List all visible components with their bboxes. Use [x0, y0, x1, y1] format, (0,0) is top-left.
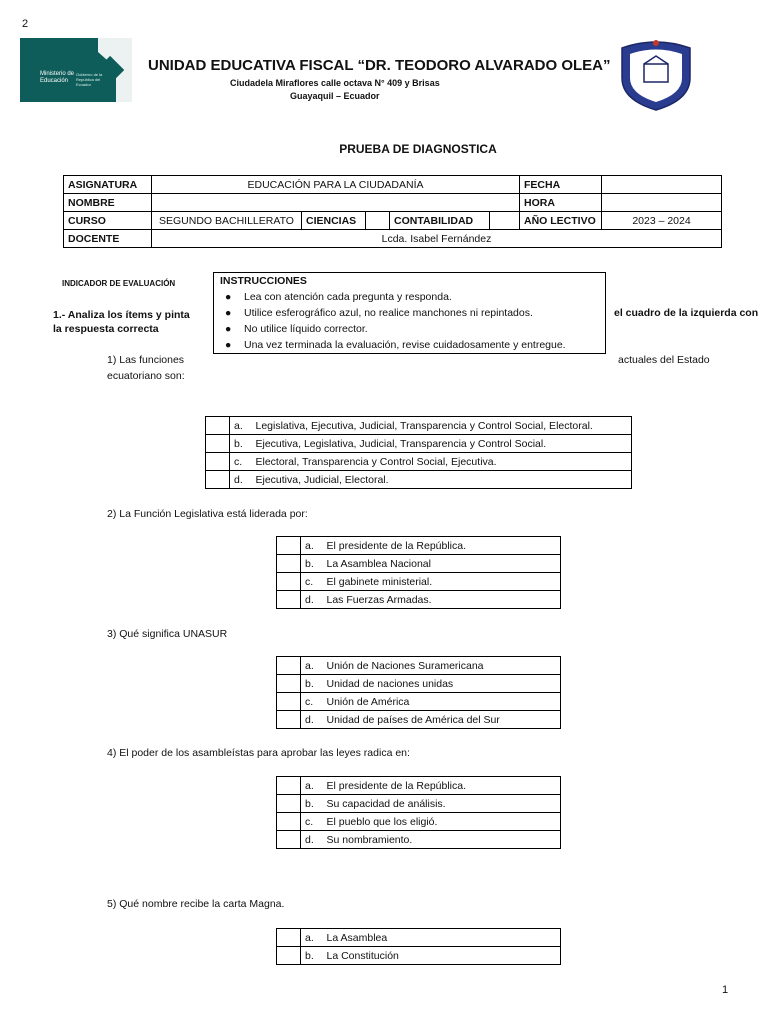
question-3-options — [276, 656, 561, 729]
contabilidad-label: CONTABILIDAD — [390, 212, 490, 230]
ministry-logo-subtext: Gobierno de la República del Ecuador — [76, 72, 103, 87]
option-row — [277, 537, 561, 555]
instruction-item — [220, 337, 599, 353]
hora-label: HORA — [520, 194, 602, 212]
answer-box[interactable] — [277, 693, 301, 711]
option-row — [277, 947, 561, 965]
option-letter: d. — [301, 591, 323, 609]
option-letter: a. — [301, 657, 323, 675]
answer-box[interactable] — [277, 831, 301, 849]
option-row — [206, 453, 632, 471]
option-text: Su nombramiento. — [323, 831, 561, 849]
ministry-logo — [20, 38, 132, 102]
nombre-field[interactable] — [152, 194, 520, 212]
option-row — [277, 555, 561, 573]
question-5-options — [276, 928, 561, 965]
task-instruction-left-line2: la respuesta correcta — [53, 323, 159, 335]
asignatura-value: EDUCACIÓN PARA LA CIUDADANÍA — [152, 176, 520, 194]
option-text: Unidad de países de América del Sur — [323, 711, 561, 729]
answer-box[interactable] — [277, 947, 301, 965]
option-row — [277, 591, 561, 609]
hora-field[interactable] — [602, 194, 722, 212]
answer-box[interactable] — [206, 435, 230, 453]
question-1-text-line2: ecuatoriano son: — [107, 370, 185, 382]
option-letter: c. — [301, 573, 323, 591]
option-row — [277, 831, 561, 849]
school-address: Ciudadela Miraflores calle octava N° 409 y Brisas — [230, 78, 440, 88]
ciencias-checkbox[interactable] — [366, 212, 390, 230]
asignatura-label: ASIGNATURA — [64, 176, 152, 194]
question-2-options — [276, 536, 561, 609]
question-3-text: 3) Qué significa UNASUR — [107, 628, 228, 640]
info-row-docente — [64, 230, 722, 248]
option-letter: c. — [301, 813, 323, 831]
option-letter: b. — [301, 795, 323, 813]
option-row — [277, 795, 561, 813]
option-row — [277, 929, 561, 947]
option-text: Electoral, Transparencia y Control Social, Ejecutiva. — [252, 453, 632, 471]
instructions-box — [213, 272, 606, 354]
option-letter: b. — [301, 947, 323, 965]
option-letter: a. — [301, 929, 323, 947]
option-letter: b. — [301, 555, 323, 573]
instructions-title: INSTRUCCIONES — [220, 275, 307, 287]
option-row — [277, 657, 561, 675]
option-letter: c. — [301, 693, 323, 711]
top-page-number: 2 — [22, 18, 29, 30]
instruction-item — [220, 289, 599, 305]
school-seal — [614, 38, 698, 112]
answer-box[interactable] — [277, 537, 301, 555]
answer-box[interactable] — [277, 555, 301, 573]
option-letter: b. — [301, 675, 323, 693]
task-instruction-right: el cuadro de la izquierda con — [614, 307, 759, 319]
nombre-label: NOMBRE — [64, 194, 152, 212]
answer-box[interactable] — [206, 471, 230, 489]
ciencias-label: CIENCIAS — [302, 212, 366, 230]
option-row — [277, 693, 561, 711]
option-text: El gabinete ministerial. — [323, 573, 561, 591]
ministry-logo-graphic — [20, 38, 132, 102]
school-title: UNIDAD EDUCATIVA FISCAL “DR. TEODORO ALVARADO OLEA” — [148, 57, 611, 74]
bullet-icon: ● — [225, 323, 232, 335]
info-table — [63, 175, 722, 248]
option-row — [277, 711, 561, 729]
info-row-asignatura — [64, 176, 722, 194]
option-text: Ejecutiva, Legislativa, Judicial, Transparencia y Control Social. — [252, 435, 632, 453]
option-letter: a. — [301, 777, 323, 795]
curso-value: SEGUNDO BACHILLERATO — [152, 212, 302, 230]
info-row-nombre — [64, 194, 722, 212]
docente-label: DOCENTE — [64, 230, 152, 248]
option-row — [277, 675, 561, 693]
question-1-text-right: actuales del Estado — [618, 354, 710, 366]
answer-box[interactable] — [277, 591, 301, 609]
option-text: Unión de América — [323, 693, 561, 711]
answer-box[interactable] — [277, 657, 301, 675]
answer-box[interactable] — [277, 813, 301, 831]
option-row — [277, 813, 561, 831]
option-text: El pueblo que los eligió. — [323, 813, 561, 831]
indicator-label: INDICADOR DE EVALUACIÓN — [62, 279, 176, 288]
answer-box[interactable] — [206, 417, 230, 435]
option-text: La Constitución — [323, 947, 561, 965]
answer-box[interactable] — [277, 777, 301, 795]
instruction-item — [220, 321, 599, 337]
bullet-icon: ● — [225, 307, 232, 319]
option-text: La Asamblea Nacional — [323, 555, 561, 573]
answer-box[interactable] — [277, 929, 301, 947]
answer-box[interactable] — [206, 453, 230, 471]
school-seal-graphic — [614, 38, 698, 112]
option-letter: a. — [301, 537, 323, 555]
option-text: Legislativa, Ejecutiva, Judicial, Transparencia y Control Social, Electoral. — [252, 417, 632, 435]
question-5-text: 5) Qué nombre recibe la carta Magna. — [107, 898, 285, 910]
question-4-options — [276, 776, 561, 849]
option-letter: d. — [230, 471, 252, 489]
option-letter: c. — [230, 453, 252, 471]
option-letter: b. — [230, 435, 252, 453]
anio-lectivo-value: 2023 – 2024 — [602, 212, 722, 230]
option-text: El presidente de la República. — [323, 777, 561, 795]
option-text: Las Fuerzas Armadas. — [323, 591, 561, 609]
answer-box[interactable] — [277, 795, 301, 813]
instruction-text: No utilice líquido corrector. — [244, 323, 368, 335]
answer-box[interactable] — [277, 675, 301, 693]
fecha-field[interactable] — [602, 176, 722, 194]
option-letter: d. — [301, 711, 323, 729]
question-4-text: 4) El poder de los asambleístas para aprobar las leyes radica en: — [107, 747, 410, 759]
option-text: Ejecutiva, Judicial, Electoral. — [252, 471, 632, 489]
option-row — [206, 417, 632, 435]
docente-value: Lcda. Isabel Fernández — [152, 230, 722, 248]
instruction-text: Una vez terminada la evaluación, revise cuidadosamente y entregue. — [244, 339, 566, 351]
bullet-icon: ● — [225, 291, 232, 303]
school-city: Guayaquil – Ecuador — [290, 91, 380, 101]
anio-lectivo-label: AÑO LECTIVO — [520, 212, 602, 230]
instruction-text: Lea con atención cada pregunta y responda. — [244, 291, 452, 303]
contabilidad-checkbox[interactable] — [490, 212, 520, 230]
option-row — [277, 573, 561, 591]
question-1-options — [205, 416, 632, 489]
question-1-text: 1) Las funciones — [107, 354, 185, 366]
instruction-text: Utilice esferográfico azul, no realice manchones ni repintados. — [244, 307, 533, 319]
option-letter: d. — [301, 831, 323, 849]
bullet-icon: ● — [225, 339, 232, 351]
option-text: El presidente de la República. — [323, 537, 561, 555]
option-row — [277, 777, 561, 795]
instruction-item — [220, 305, 599, 321]
option-text: Unidad de naciones unidas — [323, 675, 561, 693]
info-row-curso — [64, 212, 722, 230]
option-row — [206, 435, 632, 453]
answer-box[interactable] — [277, 573, 301, 591]
fecha-label: FECHA — [520, 176, 602, 194]
option-text: Unión de Naciones Suramericana — [323, 657, 561, 675]
ministry-logo-text: Ministerio de Educación — [40, 71, 75, 84]
task-instruction-left: 1.- Analiza los ítems y pinta — [53, 309, 190, 321]
option-letter: a. — [230, 417, 252, 435]
option-row — [206, 471, 632, 489]
instructions-list — [220, 289, 599, 353]
option-text: La Asamblea — [323, 929, 561, 947]
page-number: 1 — [722, 984, 729, 996]
curso-label: CURSO — [64, 212, 152, 230]
question-2-text: 2) La Función Legislativa está liderada por: — [107, 508, 308, 520]
document-title: PRUEBA DE DIAGNOSTICA — [339, 142, 497, 156]
answer-box[interactable] — [277, 711, 301, 729]
option-text: Su capacidad de análisis. — [323, 795, 561, 813]
